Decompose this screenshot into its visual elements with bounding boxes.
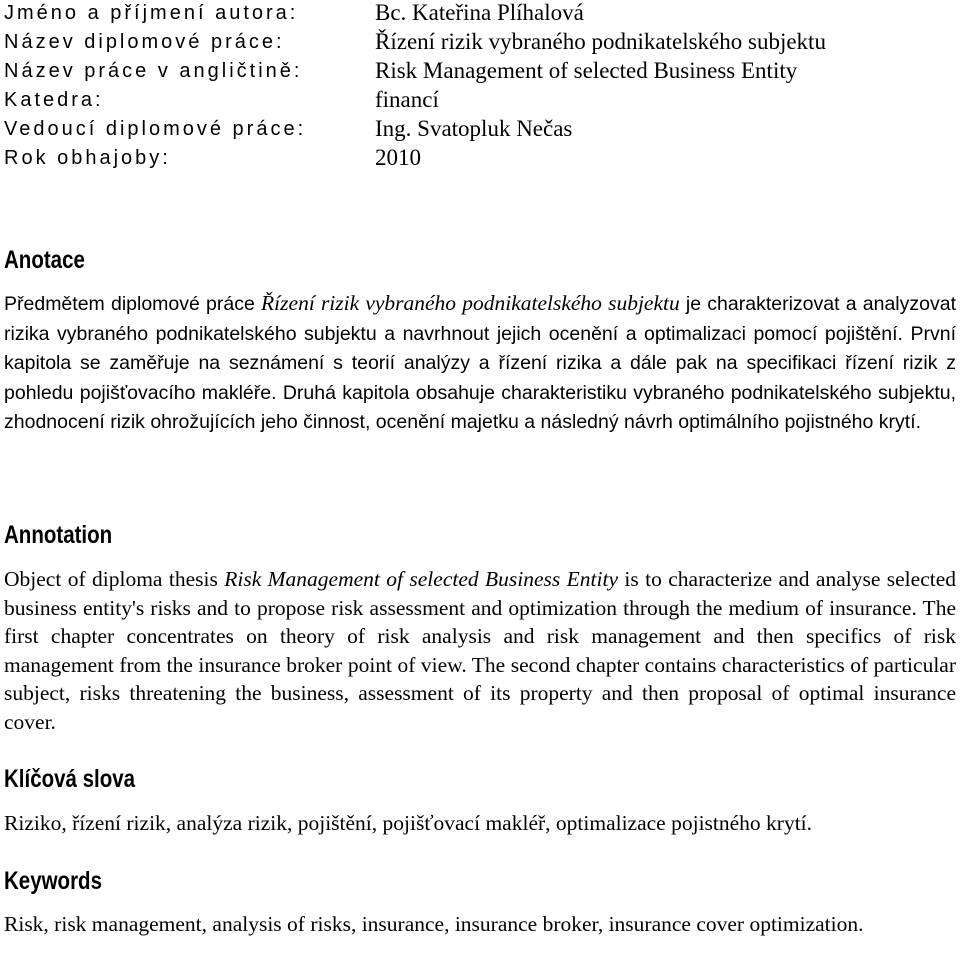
- meta-value: Risk Management of selected Business Entity: [375, 58, 798, 83]
- klicova-slova-paragraph: Riziko, řízení rizik, analýza rizik, pojištění, pojišťovací makléř, optimalizace pojistného krytí.: [4, 811, 813, 835]
- section-heading-klicova-slova: Klíčová slova: [4, 765, 136, 793]
- meta-value: Ing. Svatopluk Nečas: [375, 116, 573, 141]
- anotace-thesis-title: Řízení rizik vybraného podnikatelského subjektu: [261, 291, 680, 315]
- meta-value: Řízení rizik vybraného podnikatelského subjektu: [375, 29, 826, 54]
- meta-label: Rok obhajoby:: [4, 147, 171, 169]
- meta-value: financí: [375, 87, 439, 112]
- meta-row-department: [4, 87, 956, 116]
- meta-label: Jméno a příjmení autora:: [4, 2, 299, 24]
- meta-row-supervisor: [4, 116, 956, 145]
- annotation-paragraph: [4, 565, 956, 736]
- meta-row-author: [4, 0, 956, 29]
- annotation-text-start: Object of diploma thesis: [4, 567, 225, 591]
- meta-value: 2010: [375, 145, 421, 170]
- meta-row-title: [4, 29, 956, 58]
- keywords-paragraph: Risk, risk management, analysis of risks, insurance, insurance broker, insurance cover optimization.: [4, 912, 864, 936]
- section-heading-annotation: Annotation: [4, 521, 113, 549]
- meta-row-defense-year: [4, 145, 956, 174]
- meta-label: Vedoucí diplomové práce:: [4, 118, 307, 140]
- meta-label: Katedra:: [4, 89, 104, 111]
- meta-label: Název diplomové práce:: [4, 31, 285, 53]
- section-heading-anotace: Anotace: [4, 246, 85, 274]
- anotace-paragraph: [4, 289, 956, 438]
- meta-row-title-english: [4, 58, 956, 87]
- anotace-text-start: Předmětem diplomové práce: [4, 293, 262, 315]
- meta-value: Bc. Kateřina Plíhalová: [375, 0, 584, 25]
- section-heading-keywords: Keywords: [4, 867, 102, 895]
- anotace-text-rest: je charakterizovat a analyzovat rizika vybraného podnikatelského subjektu a navrhnout jejich ocenění a optimalizaci pomocí pojištění. První kapitola se zaměřuje na seznámení s teorií analýzy a řízení rizika a dále pak na specifikaci řízení rizik z pohledu pojišťovacího makléře. Druhá kapitola obsahuje charakteristiku vybraného podnikatelského subjektu, zhodnocení rizik ohrožujících jeho činnost, ocenění majetku a následný návrh optimálního pojistného krytí.: [4, 293, 956, 433]
- meta-label: Název práce v angličtině:: [4, 60, 303, 82]
- annotation-text-rest: is to characterize and analyse selected business entity's risks and to propose risk assessment and optimization through the medium of insurance. The first chapter concentrates on theory of risk analysis and risk management and then specifics of risk management from the insurance broker point of view. The second chapter contains characteristics of particular subject, risks threatening the business, assessment of its property and then proposal of optimal insurance cover.: [4, 567, 956, 734]
- annotation-thesis-title: Risk Management of selected Business Entity: [224, 567, 619, 591]
